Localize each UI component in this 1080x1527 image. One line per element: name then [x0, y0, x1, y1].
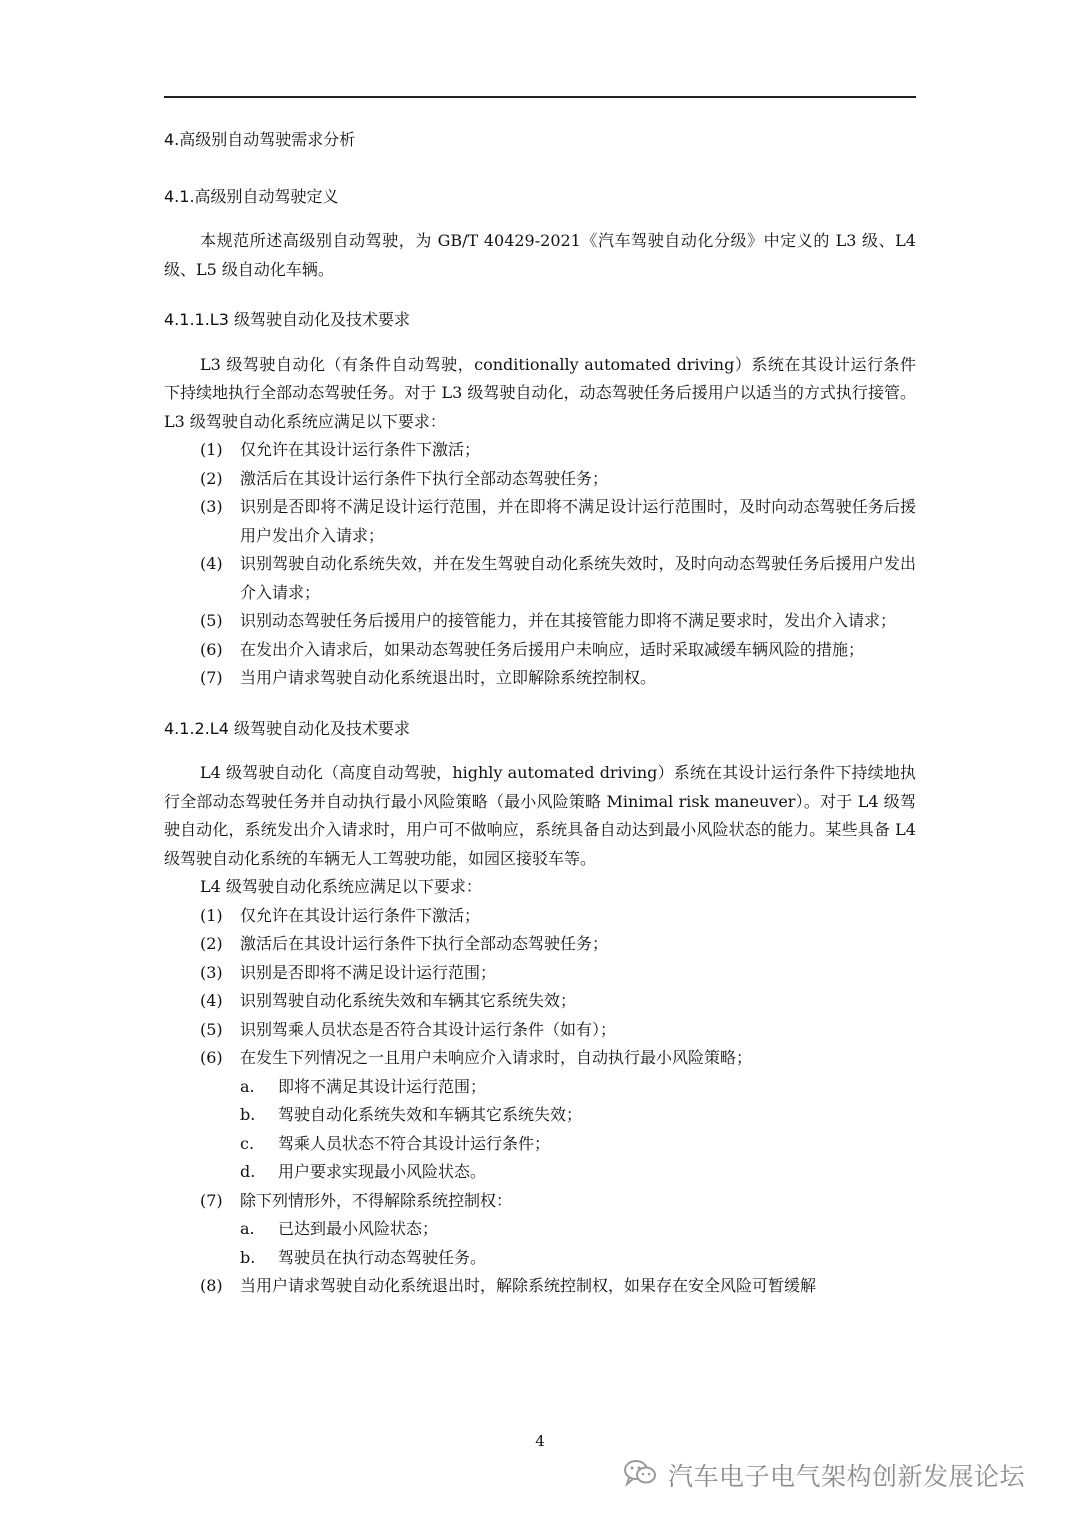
sub-list-item: c. 驾乘人员状态不符合其设计运行条件； [240, 1133, 551, 1153]
list-item: (7) 除下列情形外，不得解除系统控制权： [200, 1190, 513, 1210]
l4-requirements-list [164, 902, 916, 1301]
l4-requirements-intro: L4 级驾驶自动化系统应满足以下要求： [200, 877, 482, 896]
subsection-heading-l3: 4.1.1.L3 级驾驶自动化及技术要求 [164, 310, 410, 329]
watermark-text: 汽车电子电气架构创新发展论坛 [668, 1462, 1026, 1491]
header-rule [164, 96, 916, 98]
page-number: 4 [535, 1432, 545, 1450]
list-item: (4) 识别驾驶自动化系统失效，并在发生驾驶自动化系统失效时，及时向动态驾驶任务后援用户发出介入请求； [200, 554, 916, 602]
l3-requirements-list [164, 436, 916, 693]
subsection-heading-l4: 4.1.2.L4 级驾驶自动化及技术要求 [164, 718, 410, 738]
list-item: (3) 识别是否即将不满足设计运行范围，并在即将不满足设计运行范围时，及时向动态驾驶任务后援用户发出介入请求； [200, 497, 916, 545]
list-item: (2) 激活后在其设计运行条件下执行全部动态驾驶任务； [200, 468, 609, 488]
sub-list-item: b. 驾驶自动化系统失效和车辆其它系统失效； [240, 1105, 583, 1124]
list-item: (5) 识别驾乘人员状态是否符合其设计运行条件（如有）； [200, 1019, 617, 1039]
l3-intro-paragraph: L3 级驾驶自动化（有条件自动驾驶，conditionally automated driving）系统在其设计运行条件下持续地执行全部动态驾驶任务。对于 L3 级驾驶自动化，动态驾驶任务后援用户以适当的方式执行接管。L3 级驾驶自动化系统应满足以下要求： [164, 354, 916, 431]
sub-list-item: b. 驾驶员在执行动态驾驶任务。 [240, 1247, 487, 1267]
section-heading: 4.高级别自动驾驶需求分析 [164, 130, 356, 149]
definition-paragraph: 本规范所述高级别自动驾驶，为 GB/T 40429-2021《汽车驾驶自动化分级》中定义的 L3 级、L4 级、L5 级自动化车辆。 [164, 231, 916, 279]
subsection-heading-4-1: 4.1.高级别自动驾驶定义 [164, 186, 339, 206]
list-item: (2) 激活后在其设计运行条件下执行全部动态驾驶任务； [200, 934, 609, 953]
sub-list-item: a. 已达到最小风险状态； [240, 1219, 439, 1238]
list-item: (7) 当用户请求驾驶自动化系统退出时，立即解除系统控制权。 [200, 668, 657, 687]
list-item: (6) 在发出介入请求后，如果动态驾驶任务后援用户未响应，适时采取减缓车辆风险的措施； [200, 639, 865, 659]
list-item: (1) 仅允许在其设计运行条件下激活； [200, 905, 481, 925]
l4-intro-paragraph: L4 级驾驶自动化（高度自动驾驶，highly automated driving）系统在其设计运行条件下持续地执行全部动态驾驶任务并自动执行最小风险策略（最小风险策略 Minimal risk maneuver）。对于 L4 级驾驶自动化，系统发出介入请求时，用户可不做响应，系统具备自动达到最小风险状态的能力。某些具备 L4 级驾驶自动化系统的车辆无人工驾驶功能，如园区接驳车等。 [164, 763, 916, 868]
sub-list-item: a. 即将不满足其设计运行范围； [240, 1076, 487, 1096]
list-item: (3) 识别是否即将不满足设计运行范围； [200, 962, 497, 982]
wechat-icon [622, 1457, 658, 1493]
sub-list-item: d. 用户要求实现最小风险状态。 [240, 1162, 487, 1181]
document-body [164, 126, 916, 1301]
list-item: (1) 仅允许在其设计运行条件下激活； [200, 440, 481, 459]
list-item: (8) 当用户请求驾驶自动化系统退出时，解除系统控制权，如果存在安全风险可暂缓解 [200, 1276, 817, 1295]
list-item: (4) 识别驾驶自动化系统失效和车辆其它系统失效； [200, 991, 577, 1010]
list-item: (6) 在发生下列情况之一且用户未响应介入请求时，自动执行最小风险策略； [200, 1048, 753, 1067]
list-item: (5) 识别动态驾驶任务后援用户的接管能力，并在其接管能力即将不满足要求时，发出介入请求； [200, 611, 897, 630]
watermark [622, 1455, 1025, 1495]
